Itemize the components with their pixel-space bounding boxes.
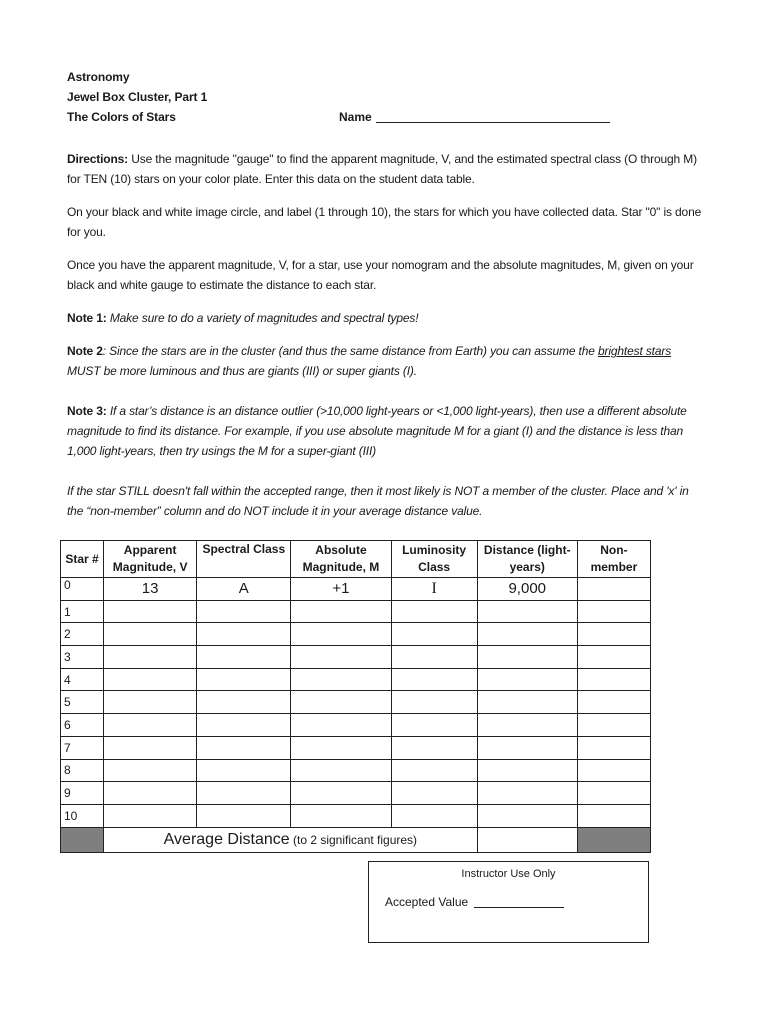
accepted-value-blank-line[interactable]: [474, 895, 564, 908]
luminosity-class-cell[interactable]: [391, 714, 477, 737]
absolute-magnitude-cell[interactable]: [291, 646, 391, 669]
star-number-cell: 4: [61, 668, 104, 691]
luminosity-class-cell[interactable]: [391, 736, 477, 759]
distance-cell[interactable]: [477, 623, 577, 646]
luminosity-class-cell[interactable]: I: [391, 578, 477, 601]
distance-cell[interactable]: 9,000: [477, 578, 577, 601]
note-2-text-pre: : Since the stars are in the cluster (and thus the same distance from Earth) you can assume the: [102, 344, 598, 358]
note-3-text: If a star’s distance is an distance outlier (>10,000 light-years or <1,000 light-years), then use a different absolute magnitude to find its distance. For example, if you use absolute magnitude M for a giant (I) and the distance is less than 1,000 light-years, then try usings the M for a super-giant (III): [67, 404, 687, 458]
luminosity-class-cell[interactable]: [391, 600, 477, 623]
distance-cell[interactable]: [477, 691, 577, 714]
absolute-magnitude-cell[interactable]: [291, 600, 391, 623]
table-row: [61, 691, 651, 714]
header-luminosity-class: Luminosity Class: [391, 541, 477, 578]
absolute-magnitude-cell[interactable]: +1: [291, 578, 391, 601]
header-absolute-magnitude: Absolute Magnitude, M: [291, 541, 391, 578]
apparent-magnitude-cell[interactable]: [104, 646, 197, 669]
star-number-cell: 1: [61, 600, 104, 623]
luminosity-class-cell[interactable]: [391, 804, 477, 827]
accepted-value-field[interactable]: [385, 895, 564, 909]
apparent-magnitude-cell[interactable]: [104, 600, 197, 623]
non-member-cell[interactable]: [577, 714, 650, 737]
spectral-class-cell[interactable]: [197, 691, 291, 714]
apparent-magnitude-cell[interactable]: [104, 736, 197, 759]
header-non-member: Non-member: [577, 541, 650, 578]
luminosity-class-cell[interactable]: [391, 691, 477, 714]
spectral-class-cell[interactable]: [197, 623, 291, 646]
star-number-cell: 5: [61, 691, 104, 714]
spectral-class-cell[interactable]: [197, 804, 291, 827]
spectral-class-cell[interactable]: [197, 600, 291, 623]
circle-stars-paragraph: On your black and white image circle, and label (1 through 10), the stars for which you have collected data. Star "0" is done for you.: [67, 205, 702, 239]
star-number-cell: 6: [61, 714, 104, 737]
header-star-number: Star #: [61, 541, 104, 578]
instructor-box: [368, 861, 649, 943]
note-2-label: Note 2: [67, 344, 103, 358]
shaded-cell: [577, 827, 650, 852]
non-member-cell[interactable]: [577, 668, 650, 691]
average-distance-input[interactable]: [477, 827, 577, 852]
distance-cell[interactable]: [477, 668, 577, 691]
average-distance-row: [61, 827, 651, 852]
non-member-cell[interactable]: [577, 782, 650, 805]
distance-paragraph: Once you have the apparent magnitude, V, for a star, use your nomogram and the absolute magnitudes, M, given on your black and white gauge to estimate the distance to each star.: [67, 258, 694, 292]
note-2-text-post: MUST be more luminous and thus are giants (III) or super giants (I).: [67, 364, 417, 378]
directions-paragraph: [67, 149, 707, 189]
non-member-cell[interactable]: [577, 646, 650, 669]
luminosity-class-cell[interactable]: [391, 623, 477, 646]
table-row: [61, 623, 651, 646]
star-number-cell: 2: [61, 623, 104, 646]
note-1-text: Make sure to do a variety of magnitudes and spectral types!: [109, 311, 419, 325]
note-3-label: Note 3:: [67, 404, 107, 418]
assignment-title: Jewel Box Cluster, Part 1: [67, 90, 208, 104]
note-2: [67, 341, 707, 381]
luminosity-class-cell[interactable]: [391, 668, 477, 691]
non-member-cell[interactable]: [577, 759, 650, 782]
spectral-class-cell[interactable]: [197, 714, 291, 737]
table-row: [61, 736, 651, 759]
table-row: [61, 600, 651, 623]
table-row: [61, 782, 651, 805]
shaded-cell: [61, 827, 104, 852]
apparent-magnitude-cell[interactable]: 13: [104, 578, 197, 601]
absolute-magnitude-cell[interactable]: [291, 714, 391, 737]
table-row: [61, 759, 651, 782]
average-distance-note: (to 2 significant figures): [293, 832, 418, 847]
spectral-class-cell[interactable]: [197, 759, 291, 782]
distance-cell[interactable]: [477, 804, 577, 827]
table-row: [61, 668, 651, 691]
worksheet-subtitle: The Colors of Stars: [67, 110, 176, 124]
distance-cell[interactable]: [477, 714, 577, 737]
distance-cell[interactable]: [477, 782, 577, 805]
table-row: [61, 646, 651, 669]
table-row: [61, 714, 651, 737]
spectral-class-cell[interactable]: [197, 668, 291, 691]
spectral-class-cell[interactable]: [197, 782, 291, 805]
apparent-magnitude-cell[interactable]: [104, 668, 197, 691]
table-header-row: [61, 541, 651, 578]
star-number-cell: 9: [61, 782, 104, 805]
student-data-table: [60, 540, 651, 853]
non-member-cell[interactable]: [577, 578, 650, 601]
star-number-cell: 0: [61, 578, 104, 601]
note-3: [67, 401, 707, 461]
accepted-value-label: Accepted Value: [385, 895, 469, 909]
spectral-class-cell[interactable]: A: [197, 578, 291, 601]
spectral-class-cell[interactable]: [197, 736, 291, 759]
average-distance-label: [104, 827, 478, 852]
note-2-underlined: brightest stars: [597, 344, 672, 358]
distance-cell[interactable]: [477, 736, 577, 759]
star-number-cell: 10: [61, 804, 104, 827]
absolute-magnitude-cell[interactable]: [291, 759, 391, 782]
distance-cell[interactable]: [477, 600, 577, 623]
instructor-box-title: Instructor Use Only: [461, 868, 556, 880]
table-row: [61, 578, 651, 601]
absolute-magnitude-cell[interactable]: [291, 623, 391, 646]
luminosity-class-cell[interactable]: [391, 646, 477, 669]
star-number-cell: 3: [61, 646, 104, 669]
note-1-label: Note 1:: [67, 311, 107, 325]
note-1: [67, 308, 707, 328]
absolute-magnitude-cell[interactable]: [291, 804, 391, 827]
name-field[interactable]: [339, 110, 610, 124]
non-member-cell[interactable]: [577, 623, 650, 646]
header-distance: Distance (light-years): [477, 541, 577, 578]
non-member-cell[interactable]: [577, 600, 650, 623]
absolute-magnitude-cell[interactable]: [291, 668, 391, 691]
absolute-magnitude-cell[interactable]: [291, 782, 391, 805]
non-member-cell[interactable]: [577, 804, 650, 827]
distance-cell[interactable]: [477, 646, 577, 669]
star-number-cell: 7: [61, 736, 104, 759]
distance-cell[interactable]: [477, 759, 577, 782]
table-row: [61, 804, 651, 827]
apparent-magnitude-cell[interactable]: [104, 759, 197, 782]
name-blank-line[interactable]: [376, 110, 610, 123]
luminosity-class-cell[interactable]: [391, 782, 477, 805]
apparent-magnitude-cell[interactable]: [104, 804, 197, 827]
apparent-magnitude-cell[interactable]: [104, 623, 197, 646]
directions-label: Directions:: [67, 152, 129, 166]
absolute-magnitude-cell[interactable]: [291, 691, 391, 714]
absolute-magnitude-cell[interactable]: [291, 736, 391, 759]
apparent-magnitude-cell[interactable]: [104, 782, 197, 805]
non-member-instruction: If the star STILL doesn't fall within the accepted range, then it most likely is NOT a member of the cluster. Place and 'x' in the “non-member” column and do NOT include it in your average distance value.: [67, 484, 689, 518]
directions-text: Use the magnitude "gauge" to find the apparent magnitude, V, and the estimated spectral class (O through M) for TEN (10) stars on your color plate. Enter this data on the student data table.: [67, 152, 697, 186]
apparent-magnitude-cell[interactable]: [104, 714, 197, 737]
star-number-cell: 8: [61, 759, 104, 782]
non-member-cell[interactable]: [577, 736, 650, 759]
header-apparent-magnitude: Apparent Magnitude, V: [104, 541, 197, 578]
apparent-magnitude-cell[interactable]: [104, 691, 197, 714]
course-title: Astronomy: [67, 70, 130, 84]
spectral-class-cell[interactable]: [197, 646, 291, 669]
average-distance-text: Average Distance: [163, 830, 290, 848]
non-member-cell[interactable]: [577, 691, 650, 714]
name-label: Name: [339, 110, 372, 124]
header-spectral-class: Spectral Class: [197, 541, 291, 578]
luminosity-class-cell[interactable]: [391, 759, 477, 782]
